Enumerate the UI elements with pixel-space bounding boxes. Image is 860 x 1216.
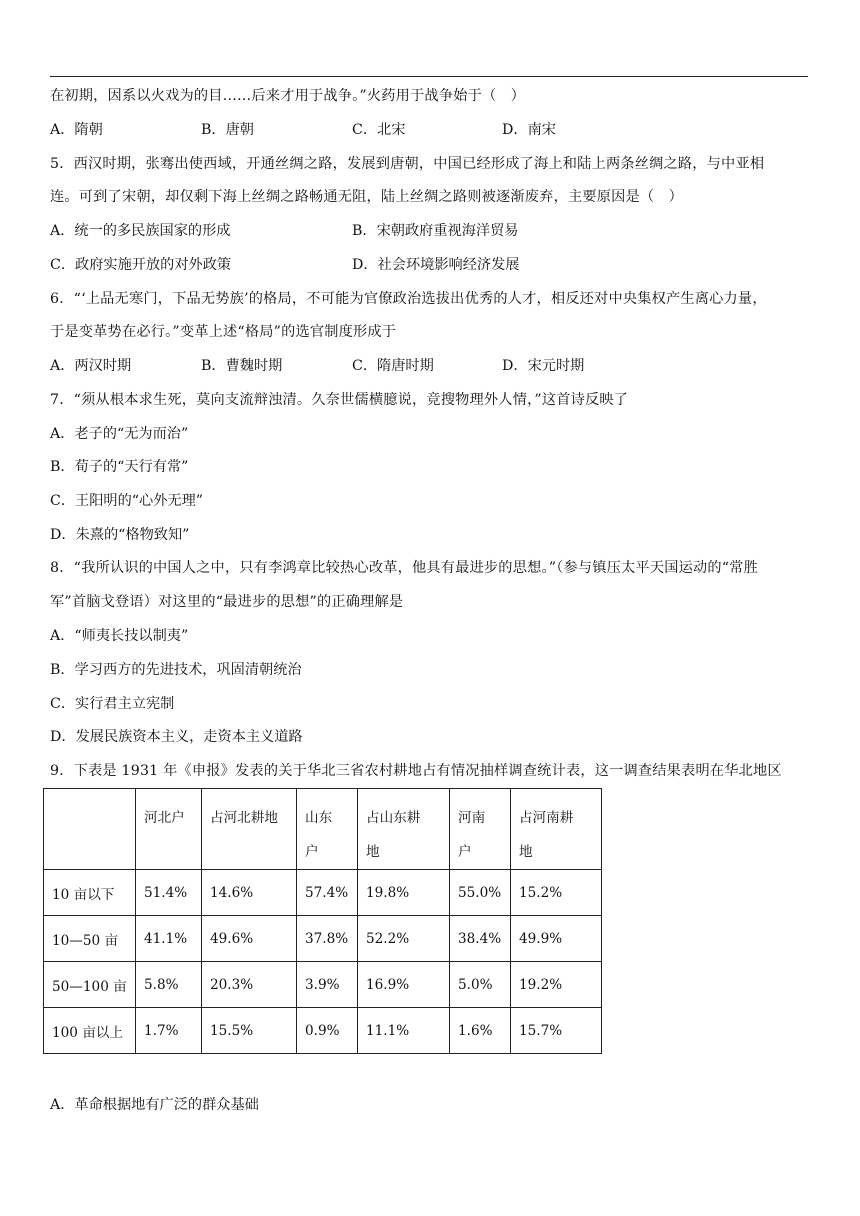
- table-header-cell: [44, 789, 136, 870]
- table-cell: 51.4%: [136, 870, 202, 916]
- table-cell: 49.9%: [511, 916, 602, 962]
- q8-stem-line-1: 8．“我所认识的中国人之中，只有李鸿章比较热心改革，他具有最进步的思想。”（参与镇压太平天国运动的“常胜: [50, 560, 758, 576]
- q4-option-b: B．唐朝: [201, 122, 254, 138]
- q4-option-a: A．隋朝: [50, 122, 103, 138]
- table-cell: 10 亩以下: [44, 870, 136, 916]
- q8-option-c: C．实行君主立宪制: [50, 696, 175, 712]
- table-cell: 38.4%: [450, 916, 511, 962]
- table-cell: 100 亩以上: [44, 1008, 136, 1054]
- q6-option-a: A．两汉时期: [50, 358, 132, 374]
- q6-option-c: C．隋唐时期: [352, 358, 434, 374]
- table-cell: 57.4%: [297, 870, 358, 916]
- table-cell: 19.8%: [358, 870, 450, 916]
- table-cell: 37.8%: [297, 916, 358, 962]
- table-header-cell: 占河北耕地: [202, 789, 297, 870]
- table-cell: 41.1%: [136, 916, 202, 962]
- q6-option-b: B．曹魏时期: [201, 358, 283, 374]
- table-cell: 5.8%: [136, 962, 202, 1008]
- header-rule: [50, 76, 808, 77]
- q8-option-a: A．“师夷长技以制夷”: [50, 628, 189, 644]
- table-cell: 20.3%: [202, 962, 297, 1008]
- table-row: [44, 916, 602, 962]
- q8-option-d: D．发展民族资本主义，走资本主义道路: [50, 729, 303, 745]
- q4-option-c: C．北宋: [352, 122, 406, 138]
- table-row: [44, 1008, 602, 1054]
- table-header-cell: 河北户: [136, 789, 202, 870]
- table-cell: 15.5%: [202, 1008, 297, 1054]
- table-cell: 11.1%: [358, 1008, 450, 1054]
- table-cell: 19.2%: [511, 962, 602, 1008]
- table-header-cell: 河南 户: [450, 789, 511, 870]
- q4-option-d: D．南宋: [502, 122, 556, 138]
- q6-stem-line-1: 6．“‘上品无寒门，下品无势族’的格局，不可能为官僚政治选拔出优秀的人才，相反还对中央集权产生离心力量，: [50, 291, 767, 307]
- q5-option-c: C．政府实施开放的对外政策: [50, 257, 232, 273]
- table-row: [44, 962, 602, 1008]
- table-header-cell: 占山东耕 地: [358, 789, 450, 870]
- q9-stem: 9．下表是 1931 年《申报》发表的关于华北三省农村耕地占有情况抽样调查统计表，这一调查结果表明在华北地区: [50, 763, 782, 779]
- q8-stem-line-2: 军”首脑戈登语）对这里的“最进步的思想”的正确理解是: [50, 594, 404, 610]
- q9-option-a: A．革命根据地有广泛的群众基础: [50, 1097, 259, 1113]
- table-header-cell: 山东 户: [297, 789, 358, 870]
- q5-stem-line-2: 连。可到了宋朝，却仅剩下海上丝绸之路畅通无阻，陆上丝绸之路则被逐渐废弃，主要原因是（ ）: [50, 189, 684, 205]
- table-cell: 52.2%: [358, 916, 450, 962]
- table-cell: 15.7%: [511, 1008, 602, 1054]
- table-cell: 14.6%: [202, 870, 297, 916]
- table-cell: 49.6%: [202, 916, 297, 962]
- q7-stem: 7．“须从根本求生死，莫向支流辩浊清。久奈世儒横臆说，竞搜物理外人情，”这首诗反映了: [50, 392, 629, 408]
- q6-stem-line-2: 于是变革势在必行。”变革上述“格局”的选官制度形成于: [50, 324, 397, 340]
- q7-option-a: A．老子的“无为而治”: [50, 426, 189, 442]
- table-header-row: [44, 789, 602, 870]
- q7-option-c: C．王阳明的“心外无理”: [50, 493, 204, 509]
- table-cell: 55.0%: [450, 870, 511, 916]
- q5-option-b: B．宋朝政府重视海洋贸易: [352, 223, 519, 239]
- q6-option-d: D．宋元时期: [502, 358, 585, 374]
- q7-option-d: D．朱熹的“格物致知”: [50, 527, 190, 543]
- table-cell: 15.2%: [511, 870, 602, 916]
- table-row: [44, 870, 602, 916]
- table-cell: 3.9%: [297, 962, 358, 1008]
- table-cell: 10—50 亩: [44, 916, 136, 962]
- q5-option-a: A．统一的多民族国家的形成: [50, 223, 231, 239]
- table-cell: 5.0%: [450, 962, 511, 1008]
- table-cell: 1.7%: [136, 1008, 202, 1054]
- farmland-survey-table: [43, 788, 602, 1054]
- q8-option-b: B．学习西方的先进技术，巩固清朝统治: [50, 662, 302, 678]
- q5-option-d: D．社会环境影响经济发展: [352, 257, 520, 273]
- table-cell: 16.9%: [358, 962, 450, 1008]
- q5-stem-line-1: 5．西汉时期，张骞出使西域，开通丝绸之路，发展到唐朝，中国已经形成了海上和陆上两条丝绸之路，与中亚相: [50, 156, 765, 172]
- table-cell: 0.9%: [297, 1008, 358, 1054]
- q7-option-b: B．荀子的“天行有常”: [50, 459, 189, 475]
- table-header-cell: 占河南耕 地: [511, 789, 602, 870]
- table-cell: 50—100 亩: [44, 962, 136, 1008]
- table-cell: 1.6%: [450, 1008, 511, 1054]
- q4-stem-tail: 在初期，因系以火戏为的目……后来才用于战争。”火药用于战争始于（ ）: [50, 88, 526, 104]
